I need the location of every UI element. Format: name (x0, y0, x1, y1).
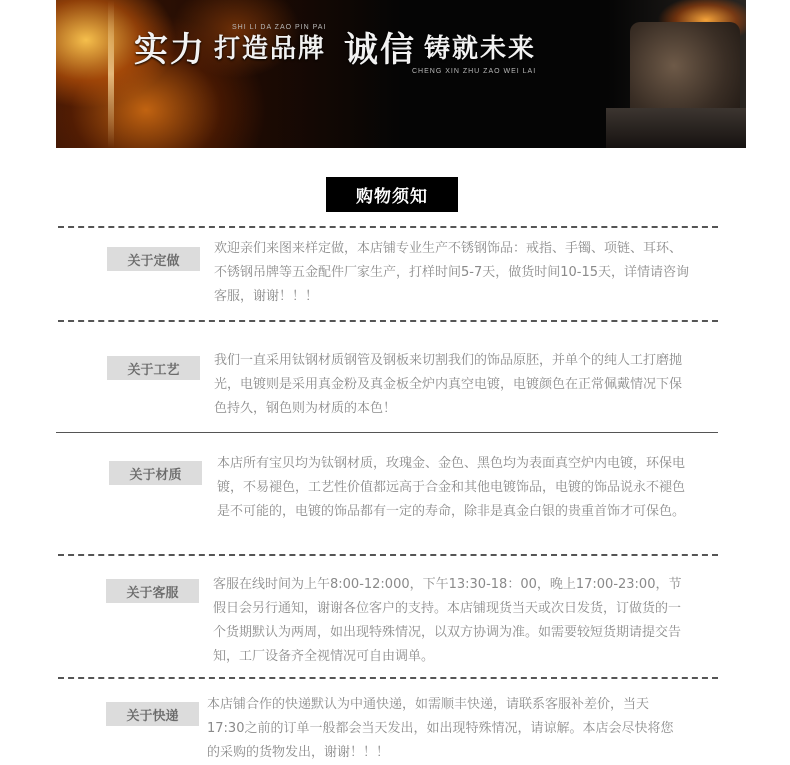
banner (56, 0, 746, 148)
banner-slogan-1a: 实力 (134, 30, 206, 70)
section-text-custom: 欢迎亲们来图来样定做，本店铺专业生产不锈钢饰品：戒指、手镯、项链、耳环、不锈钢吊牌等五金配件厂家生产，打样时间5-7天，做货时间10-15天，详情请咨询客服，谢谢！！！ (214, 241, 690, 304)
section-text-service: 客服在线时间为上午8:00-12:000，下午13:30-18：00，晚上17:00-23:00，节假日会另行通知，谢谢各位客户的支持。本店铺现货当天或次日发货，订做货的一个货期默认为两周，如出现特殊情况，以双方协调为准。如需要较短货期请提交告知，工厂设备齐全视情况可自由调单。 (213, 577, 682, 664)
section-label-custom: 关于定做 (107, 247, 200, 271)
banner-subtitle-1: SHI LI DA ZAO PIN PAI (232, 24, 327, 31)
anvil-base-image (606, 108, 746, 148)
section-label-material: 关于材质 (109, 461, 202, 485)
divider-dashed (58, 320, 718, 323)
section-text-material: 本店所有宝贝均为钛钢材质，玫瑰金、金色、黑色均为表面真空炉内电镀，环保电镀，不易褪色，工艺性价值都远高于合金和其他电镀饰品，电镀的饰品说永不褪色是不可能的，电镀的饰品都有一定的寿命，除非是真金白银的贵重首饰才可保色。 (217, 456, 686, 519)
section-text-shipping: 本店铺合作的快递默认为中通快递，如需顺丰快递，请联系客服补差价，当天17:30之前的订单一般都会当天发出，如出现特殊情况，请谅解。本店会尽快将您的采购的货物发出，谢谢！！！ (207, 697, 674, 760)
banner-slogan-1b: 打造品牌 (214, 34, 327, 64)
divider-dashed (58, 554, 718, 557)
banner-slogan-2a: 诚信 (344, 30, 416, 70)
section-text-craft: 我们一直采用钛钢材质钢管及钢板来切割我们的饰品原胚，并单个的纯人工打磨抛光，电镀则是采用真金粉及真金板全炉内真空电镀，电镀颜色在正常佩戴情况下保色持久，钢色则为材质的本色！ (214, 353, 683, 416)
banner-light-streak (108, 0, 114, 148)
divider-dashed (58, 226, 718, 229)
notice-title: 购物须知 (326, 177, 458, 212)
divider-solid (56, 432, 718, 433)
banner-slogan-2b: 铸就未来 (424, 34, 537, 64)
section-label-service: 关于客服 (106, 579, 199, 603)
section-label-shipping: 关于快递 (106, 702, 199, 726)
banner-subtitle-2: CHENG XIN ZHU ZAO WEI LAI (412, 68, 537, 75)
divider-dashed (58, 677, 718, 680)
section-label-craft: 关于工艺 (107, 356, 200, 380)
